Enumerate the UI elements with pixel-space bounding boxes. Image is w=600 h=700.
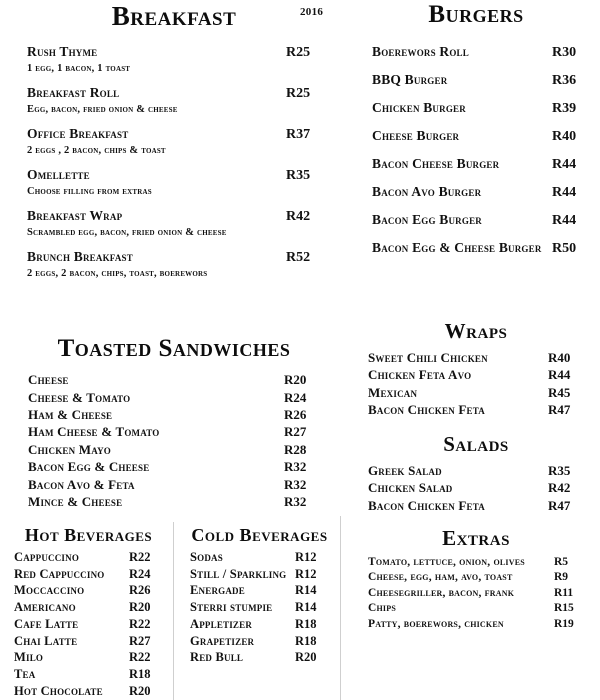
item-name: Greek Salad bbox=[368, 463, 442, 479]
item-price: R25 bbox=[286, 86, 311, 102]
menu-item bbox=[372, 44, 592, 61]
menu-item bbox=[190, 582, 337, 599]
item-name: Still / Sparkling bbox=[190, 566, 287, 581]
section-title-salads: Salads bbox=[443, 432, 509, 456]
menu-item bbox=[28, 406, 334, 423]
menu-item bbox=[14, 633, 171, 650]
item-name: Cheese & Tomato bbox=[28, 389, 131, 405]
menu-item bbox=[14, 599, 171, 616]
item-name: Cafe Latte bbox=[14, 616, 79, 631]
item-name: Bacon Avo & Feta bbox=[28, 476, 135, 492]
section-toasted-sandwiches bbox=[14, 336, 334, 511]
menu-item bbox=[27, 126, 334, 156]
menu-item bbox=[368, 497, 592, 514]
item-price: R15 bbox=[554, 602, 574, 615]
item-name: Ham Cheese & Tomato bbox=[28, 424, 160, 440]
item-name: Rush Thyme bbox=[27, 44, 98, 60]
menu-item bbox=[28, 371, 334, 388]
item-name: Moccaccino bbox=[14, 583, 85, 598]
item-price: R20 bbox=[129, 600, 151, 615]
menu-item bbox=[190, 633, 337, 650]
item-price: R45 bbox=[548, 384, 571, 400]
item-name: Boerewors Roll bbox=[372, 44, 469, 60]
item-name: Bacon Chicken Feta bbox=[368, 402, 485, 418]
menu-item bbox=[14, 683, 171, 700]
item-name: Bacon Egg & Cheese Burger bbox=[372, 240, 542, 256]
menu-item bbox=[372, 212, 592, 229]
section-title-cold-beverages: Cold Beverages bbox=[191, 525, 328, 545]
breakfast-item-list bbox=[14, 44, 334, 279]
menu-item bbox=[372, 240, 592, 257]
menu-item bbox=[14, 649, 171, 666]
menu-item bbox=[368, 384, 592, 401]
item-price: R22 bbox=[129, 616, 151, 631]
item-description: Egg, bacon, fried onion & cheese bbox=[27, 104, 178, 116]
item-price: R19 bbox=[554, 617, 574, 630]
item-price: R52 bbox=[286, 250, 311, 266]
menu-item bbox=[27, 167, 334, 197]
menu-item bbox=[28, 458, 334, 475]
item-price: R12 bbox=[295, 549, 317, 564]
item-name: Breakfast Wrap bbox=[27, 208, 123, 224]
item-name: Ham & Cheese bbox=[28, 407, 113, 423]
item-name: Chicken Feta Avo bbox=[368, 367, 472, 383]
menu-item bbox=[28, 389, 334, 406]
section-title-burgers: Burgers bbox=[428, 1, 524, 28]
section-burgers bbox=[360, 2, 592, 257]
menu-item bbox=[368, 586, 592, 601]
salads-item-list bbox=[360, 462, 592, 514]
item-name: Red Cappuccino bbox=[14, 566, 105, 581]
item-name: Bacon Chicken Feta bbox=[368, 497, 485, 513]
item-price: R25 bbox=[286, 45, 311, 61]
toasted-sandwiches-item-list bbox=[14, 371, 334, 510]
menu-item bbox=[28, 493, 334, 510]
section-hot-beverages bbox=[6, 526, 171, 700]
menu-item bbox=[14, 566, 171, 583]
section-extras bbox=[360, 527, 592, 632]
menu-item bbox=[190, 566, 337, 583]
menu-item bbox=[190, 649, 337, 666]
menu-item bbox=[27, 208, 334, 238]
item-price: R24 bbox=[284, 389, 307, 405]
item-name: Tomato, lettuce, onion, olives bbox=[368, 556, 525, 569]
menu-item bbox=[372, 100, 592, 117]
section-wraps bbox=[360, 320, 592, 419]
item-price: R24 bbox=[129, 566, 151, 581]
section-title-extras: Extras bbox=[442, 526, 510, 550]
item-price: R18 bbox=[295, 616, 317, 631]
item-price: R47 bbox=[548, 497, 571, 513]
section-title-toasted-sandwiches: Toasted Sandwiches bbox=[57, 335, 291, 362]
menu-item bbox=[190, 599, 337, 616]
item-price: R11 bbox=[554, 586, 574, 599]
item-price: R26 bbox=[129, 583, 151, 598]
item-description: Choose filling from extras bbox=[27, 186, 152, 198]
item-price: R44 bbox=[552, 213, 577, 229]
item-name: Grapetizer bbox=[190, 633, 255, 648]
item-name: BBQ Burger bbox=[372, 72, 448, 88]
item-price: R35 bbox=[548, 463, 571, 479]
item-name: Office Breakfast bbox=[27, 126, 129, 142]
item-price: R50 bbox=[552, 241, 577, 257]
item-name: Chicken Mayo bbox=[28, 441, 111, 457]
item-name: Sodas bbox=[190, 549, 223, 564]
menu-item bbox=[372, 72, 592, 89]
item-price: R47 bbox=[548, 402, 571, 418]
item-price: R35 bbox=[286, 168, 311, 184]
menu-item bbox=[372, 184, 592, 201]
menu-year: 2016 bbox=[300, 6, 324, 18]
item-price: R42 bbox=[286, 209, 311, 225]
item-name: Bacon Cheese Burger bbox=[372, 156, 500, 172]
menu-item bbox=[28, 441, 334, 458]
item-price: R39 bbox=[552, 101, 577, 117]
menu-item bbox=[14, 582, 171, 599]
item-price: R40 bbox=[548, 350, 571, 366]
menu-item bbox=[368, 401, 592, 418]
item-price: R37 bbox=[286, 127, 311, 143]
item-price: R27 bbox=[129, 633, 151, 648]
item-price: R44 bbox=[552, 185, 577, 201]
item-price: R27 bbox=[284, 424, 307, 440]
item-name: Cappuccino bbox=[14, 549, 80, 564]
item-name: Hot Chocolate bbox=[14, 683, 103, 698]
item-name: Appletizer bbox=[190, 616, 253, 631]
item-price: R32 bbox=[284, 494, 307, 510]
item-name: Omellette bbox=[27, 167, 90, 183]
section-cold-beverages bbox=[182, 526, 337, 666]
item-price: R18 bbox=[129, 667, 151, 682]
item-description: 2 eggs , 2 bacon, chips & toast bbox=[27, 145, 166, 157]
item-price: R44 bbox=[548, 367, 571, 383]
item-name: Cheese, egg, ham, avo, toast bbox=[368, 571, 513, 584]
item-name: Sweet Chili Chicken bbox=[368, 350, 488, 366]
menu-item bbox=[190, 616, 337, 633]
menu-item bbox=[27, 44, 334, 74]
menu-item bbox=[14, 549, 171, 566]
menu-item bbox=[368, 349, 592, 366]
menu-item bbox=[368, 617, 592, 632]
item-price: R32 bbox=[284, 476, 307, 492]
item-price: R26 bbox=[284, 407, 307, 423]
item-name: Mince & Cheese bbox=[28, 494, 123, 510]
menu-item bbox=[372, 128, 592, 145]
item-name: Cheese Burger bbox=[372, 128, 460, 144]
menu-item bbox=[368, 601, 592, 616]
section-breakfast bbox=[14, 2, 334, 279]
menu-item bbox=[368, 366, 592, 383]
item-name: Chicken Burger bbox=[372, 100, 466, 116]
item-name: Cheese bbox=[28, 372, 69, 388]
item-price: R22 bbox=[129, 549, 151, 564]
extras-item-list bbox=[360, 555, 592, 632]
item-price: R14 bbox=[295, 600, 317, 615]
item-description: Scrambled egg, bacon, fried onion & cheese bbox=[27, 227, 227, 239]
item-name: Chips bbox=[368, 602, 396, 615]
menu-item bbox=[14, 616, 171, 633]
menu-item bbox=[368, 462, 592, 479]
menu-item bbox=[27, 85, 334, 115]
column-divider-beverages bbox=[173, 522, 174, 700]
item-price: R12 bbox=[295, 566, 317, 581]
section-title-breakfast: Breakfast bbox=[111, 1, 237, 31]
item-name: Bacon Avo Burger bbox=[372, 184, 482, 200]
item-name: Bacon Egg & Cheese bbox=[28, 459, 150, 475]
item-name: Chicken Salad bbox=[368, 480, 453, 496]
cold-beverages-item-list bbox=[182, 549, 337, 666]
item-price: R20 bbox=[284, 372, 307, 388]
menu-item bbox=[14, 666, 171, 683]
burgers-item-list bbox=[360, 44, 592, 257]
menu-item bbox=[372, 156, 592, 173]
item-price: R28 bbox=[284, 441, 307, 457]
item-name: Patty, boerewors, chicken bbox=[368, 617, 504, 630]
item-name: Bacon Egg Burger bbox=[372, 212, 482, 228]
menu-item bbox=[368, 555, 592, 570]
item-name: Energade bbox=[190, 583, 245, 598]
item-price: R36 bbox=[552, 73, 577, 89]
item-name: Chai Latte bbox=[14, 633, 78, 648]
item-price: R22 bbox=[129, 650, 151, 665]
item-price: R9 bbox=[554, 571, 569, 584]
section-title-hot-beverages: Hot Beverages bbox=[24, 525, 153, 545]
item-name: Breakfast Roll bbox=[27, 85, 120, 101]
menu-item bbox=[28, 423, 334, 440]
column-divider-main bbox=[340, 516, 341, 700]
menu-item bbox=[190, 549, 337, 566]
item-price: R5 bbox=[554, 556, 569, 569]
item-name: Mexican bbox=[368, 384, 418, 400]
section-salads bbox=[360, 433, 592, 514]
item-name: Tea bbox=[14, 667, 36, 682]
item-name: Red Bull bbox=[190, 650, 244, 665]
item-price: R40 bbox=[552, 129, 577, 145]
menu-item bbox=[368, 479, 592, 496]
section-title-wraps: Wraps bbox=[444, 319, 508, 343]
item-name: Sterri stumpie bbox=[190, 600, 273, 615]
menu-item bbox=[368, 570, 592, 585]
item-name: Milo bbox=[14, 650, 44, 665]
item-name: Brunch Breakfast bbox=[27, 249, 133, 265]
item-price: R32 bbox=[284, 459, 307, 475]
item-price: R30 bbox=[552, 45, 577, 61]
item-price: R20 bbox=[295, 650, 317, 665]
item-price: R14 bbox=[295, 583, 317, 598]
item-description: 1 egg, 1 bacon, 1 toast bbox=[27, 63, 131, 75]
item-description: 2 eggs, 2 bacon, chips, toast, boerewors bbox=[27, 268, 208, 280]
menu-item bbox=[28, 476, 334, 493]
item-price: R44 bbox=[552, 157, 577, 173]
menu-item bbox=[27, 249, 334, 279]
item-name: Cheesegriller, bacon, frank bbox=[368, 586, 515, 599]
item-price: R18 bbox=[295, 633, 317, 648]
hot-beverages-item-list bbox=[6, 549, 171, 700]
item-name: Americano bbox=[14, 600, 76, 615]
wraps-item-list bbox=[360, 349, 592, 419]
item-price: R20 bbox=[129, 683, 151, 698]
item-price: R42 bbox=[548, 480, 571, 496]
